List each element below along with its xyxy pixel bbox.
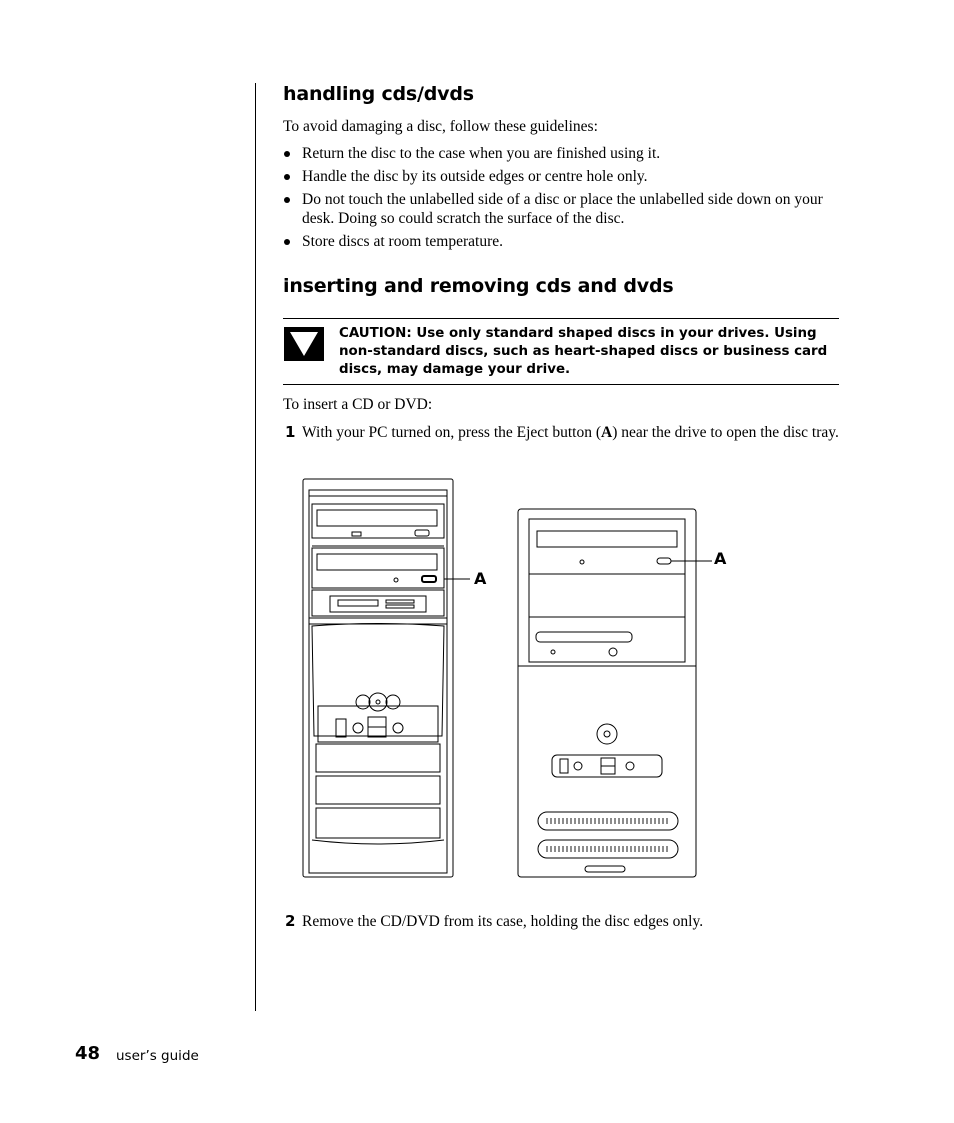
tower-left-illustration (303, 479, 470, 877)
list-item: Do not touch the unlabelled side of a disc or place the unlabelled side down on your desk. Doing so could scratch the surface of the disc. (283, 190, 843, 228)
caution-box (283, 318, 839, 385)
step-number: 2 (285, 912, 296, 930)
tower-right-illustration (518, 509, 712, 877)
callout-a-right: A (714, 549, 727, 568)
bullet-icon (284, 174, 290, 180)
handling-intro: To avoid damaging a disc, follow these guidelines: (283, 118, 598, 135)
step-2 (283, 912, 843, 931)
step-1 (283, 423, 843, 442)
pc-front-panels-illustration (300, 476, 740, 881)
callout-a-left: A (474, 569, 487, 588)
insert-intro: To insert a CD or DVD: (283, 396, 433, 413)
list-item: Return the disc to the case when you are finished using it. (283, 144, 843, 163)
step-text: Remove the CD/DVD from its case, holding the disc edges only. (302, 913, 704, 930)
step-text: With your PC turned on, press the Eject button (A) near the drive to open the disc tray. (302, 424, 839, 441)
page-number: 48 (75, 1043, 101, 1064)
guidelines-list (283, 144, 843, 255)
caution-text: CAUTION: Use only standard shaped discs in your drives. Using non-standard discs, such as heart-shaped discs or business card discs, may damage your drive. (339, 326, 828, 377)
warning-triangle-icon (284, 327, 324, 361)
list-item: Store discs at room temperature. (283, 232, 843, 251)
bullet-icon (284, 151, 290, 157)
heading-inserting-discs: inserting and removing cds and dvds (283, 275, 674, 297)
heading-handling-discs: handling cds/dvds (283, 83, 474, 105)
bullet-icon (284, 239, 290, 245)
list-item: Handle the disc by its outside edges or centre hole only. (283, 167, 843, 186)
bullet-icon (284, 197, 290, 203)
footer-title: user’s guide (116, 1048, 199, 1064)
margin-rule (255, 83, 256, 1011)
step-number: 1 (285, 423, 296, 441)
